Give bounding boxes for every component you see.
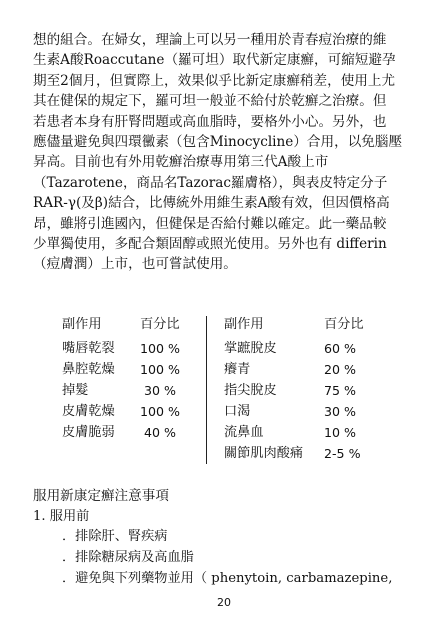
side-effect-percent: 40 % [140, 425, 176, 440]
paragraph-line: 生素A酸Roaccutane（羅可坦）取代新定康癬，可縮短避孕 [33, 52, 396, 69]
side-effect-percent: 10 % [324, 425, 356, 440]
table-divider [206, 316, 207, 464]
paragraph-line: 昂，雖將引進國內，但健保是否給付難以確定。此一藥品較 [33, 215, 387, 232]
side-effect-name: 鼻腔乾燥 [62, 362, 115, 377]
side-effect-percent: 2-5 % [324, 446, 361, 461]
side-effect-percent: 30 % [324, 404, 356, 419]
side-effect-name: 皮膚乾燥 [62, 404, 115, 419]
side-effect-name: 嘴唇乾裂 [62, 341, 115, 356]
left-name-column [62, 314, 142, 443]
subsection-title: 1. 服用前 [33, 509, 90, 524]
side-effect-name: 皮膚脆弱 [62, 425, 115, 440]
side-effect-percent: 75 % [324, 383, 356, 398]
paragraph-line: 期至2個月，但實際上，效果似乎比新定康癬稍差，使用上尤 [33, 72, 396, 89]
left-header-name: 副作用 [62, 317, 102, 332]
left-header-percent: 百分比 [140, 317, 180, 332]
list-item: ．排除糖尿病及高血脂 [62, 550, 194, 565]
side-effect-name: 掉髮 [62, 383, 89, 398]
list-item: ．排除肝、腎疾病 [62, 529, 168, 544]
paragraph-line: RAR-γ(及β)結合，比傳統外用維生素A酸有效，但因價格高 [33, 195, 390, 212]
right-name-column [224, 314, 324, 464]
left-percent-column [140, 314, 200, 443]
right-percent-column [324, 314, 394, 464]
page-number: 20 [217, 596, 231, 609]
precaution-list [62, 526, 392, 589]
paragraph-line: 昇高。目前也有外用乾癬治療專用第三代A酸上市 [33, 154, 329, 171]
paragraph-line: 想的組合。在婦女，理論上可以另一種用於青春痘治療的維 [33, 32, 387, 48]
right-header-percent: 百分比 [324, 317, 364, 332]
side-effects-table [62, 314, 392, 466]
section-title: 服用新康定癬注意事項 [33, 488, 169, 504]
right-header-name: 副作用 [224, 317, 264, 332]
side-effect-name: 癢青 [224, 362, 251, 377]
body-paragraph [33, 30, 418, 275]
paragraph-line: 少單獨使用，多配合類固醇或照光使用。另外也有 differin [33, 236, 387, 253]
side-effect-name: 掌蹠脫皮 [224, 341, 277, 356]
side-effect-percent: 30 % [140, 383, 176, 398]
list-item: ．避免與下列藥物並用（ phenytoin, carbamazepine, [62, 571, 393, 586]
side-effect-name: 流鼻血 [224, 425, 264, 440]
side-effect-percent: 100 % [140, 341, 181, 356]
side-effect-percent: 100 % [140, 362, 181, 377]
paragraph-line: 應儘量避免與四環黴素（包含Minocycline）合用，以免腦壓 [33, 134, 403, 151]
side-effect-percent: 20 % [324, 362, 356, 377]
side-effect-name: 指尖脫皮 [224, 383, 277, 398]
side-effect-name: 口渴 [224, 404, 251, 419]
side-effect-percent: 100 % [140, 404, 181, 419]
side-effect-percent: 60 % [324, 341, 356, 356]
side-effect-name: 關節肌肉酸痛 [224, 446, 304, 461]
paragraph-line: 若患者本身有肝腎問題或高血脂時，要格外小心。另外，也 [33, 113, 387, 130]
paragraph-line: （痘膚潤）上市，也可嘗試使用。 [33, 256, 237, 273]
paragraph-line: （Tazarotene，商品名Tazorac羅膚格），與表皮特定分子 [33, 174, 388, 191]
paragraph-line: 其在健保的規定下，羅可坦一般並不給付於乾癬之治療。但 [33, 93, 387, 110]
